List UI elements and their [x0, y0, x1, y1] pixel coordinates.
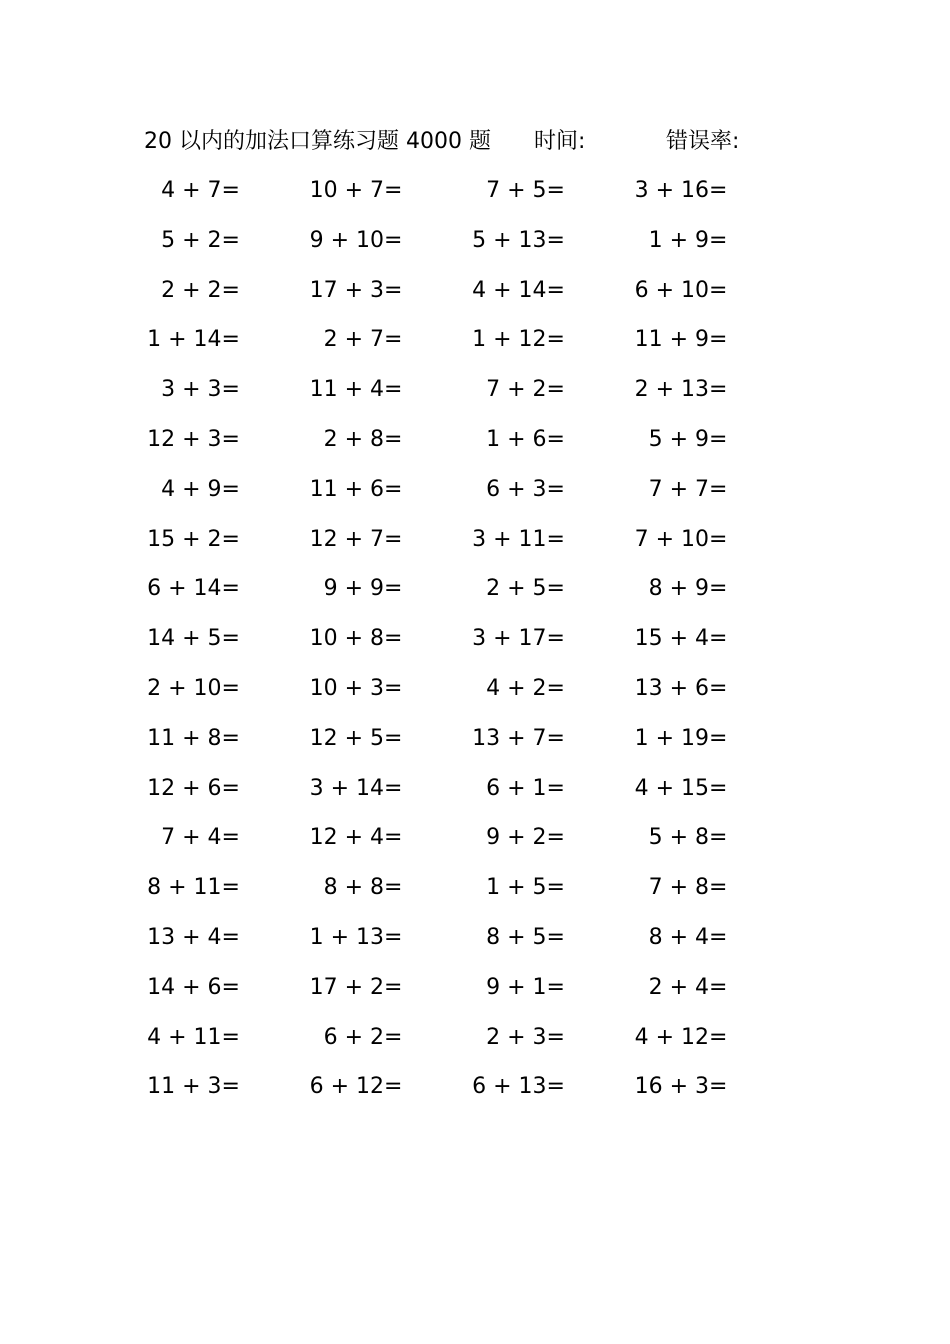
- problem-expression: 8 + 9=: [648, 576, 728, 602]
- problem-cell: [632, 315, 795, 365]
- problem-cell: [632, 216, 795, 266]
- problem-cell: [144, 216, 307, 266]
- problem-expression: 5 + 13=: [472, 227, 565, 253]
- problem-expression: 9 + 10=: [309, 227, 403, 253]
- problem-cell: [469, 315, 632, 365]
- problem-cell: [307, 315, 470, 365]
- problem-expression: 8 + 11=: [147, 875, 240, 901]
- problem-expression: 9 + 2=: [486, 825, 565, 851]
- problem-cell: [469, 1062, 632, 1112]
- error-rate-label: 错误率:: [666, 129, 740, 154]
- problem-expression: 17 + 3=: [309, 277, 403, 303]
- problem-cell: [307, 1062, 470, 1112]
- problem-row: [144, 813, 794, 863]
- problem-row: [144, 913, 794, 963]
- problem-expression: 1 + 6=: [486, 426, 565, 452]
- problem-cell: [144, 515, 307, 565]
- problem-expression: 12 + 7=: [309, 526, 403, 552]
- problem-expression: 12 + 4=: [309, 825, 403, 851]
- problem-expression: 10 + 7=: [309, 178, 403, 203]
- problem-cell: [632, 1062, 795, 1112]
- problem-cell: [632, 1013, 795, 1063]
- problem-cell: [144, 365, 307, 415]
- problem-expression: 6 + 14=: [147, 576, 240, 602]
- problem-row: [144, 614, 794, 664]
- problem-expression: 13 + 7=: [472, 725, 565, 751]
- problem-expression: 11 + 3=: [147, 1074, 240, 1100]
- problem-expression: 7 + 8=: [648, 875, 728, 901]
- problem-cell: [469, 1013, 632, 1063]
- problem-expression: 8 + 8=: [323, 875, 403, 901]
- problem-cell: [307, 764, 470, 814]
- problem-expression: 6 + 1=: [486, 775, 565, 801]
- problem-cell: [144, 913, 307, 963]
- problem-expression: 14 + 6=: [147, 974, 240, 1000]
- problem-row: [144, 1062, 794, 1112]
- problem-expression: 9 + 9=: [323, 576, 403, 602]
- problem-expression: 7 + 4=: [161, 825, 240, 851]
- problem-cell: [144, 963, 307, 1013]
- problem-row: [144, 415, 794, 465]
- problem-cell: [632, 166, 795, 216]
- problem-expression: 8 + 5=: [486, 924, 565, 950]
- problem-expression: 13 + 4=: [147, 924, 240, 950]
- problem-cell: [469, 714, 632, 764]
- problem-expression: 2 + 5=: [486, 576, 565, 602]
- problem-cell: [632, 365, 795, 415]
- problem-cell: [144, 863, 307, 913]
- problem-cell: [307, 863, 470, 913]
- problem-cell: [307, 266, 470, 316]
- problem-expression: 1 + 9=: [648, 227, 728, 253]
- problem-cell: [144, 1013, 307, 1063]
- problem-cell: [632, 714, 795, 764]
- problem-expression: 11 + 4=: [309, 377, 403, 403]
- problem-cell: [307, 913, 470, 963]
- worksheet-title: 20 以内的加法口算练习题 4000 题: [144, 129, 491, 154]
- problem-cell: [632, 863, 795, 913]
- problem-cell: [469, 913, 632, 963]
- problem-expression: 11 + 9=: [634, 327, 728, 353]
- problem-cell: [469, 813, 632, 863]
- problem-expression: 10 + 8=: [309, 626, 403, 652]
- problem-cell: [632, 664, 795, 714]
- problem-cell: [144, 714, 307, 764]
- problem-cell: [307, 714, 470, 764]
- problem-expression: 13 + 6=: [634, 675, 728, 701]
- problem-expression: 4 + 14=: [472, 277, 565, 303]
- problem-expression: 4 + 7=: [161, 178, 240, 203]
- problem-expression: 6 + 13=: [472, 1074, 565, 1100]
- problem-cell: [469, 564, 632, 614]
- problem-expression: 2 + 4=: [648, 974, 728, 1000]
- problem-expression: 2 + 8=: [323, 426, 403, 452]
- problem-cell: [469, 764, 632, 814]
- problem-cell: [144, 315, 307, 365]
- time-label: 时间:: [534, 129, 586, 154]
- problem-row: [144, 166, 794, 216]
- problem-row: [144, 365, 794, 415]
- problem-row: [144, 714, 794, 764]
- problem-row: [144, 863, 794, 913]
- problem-cell: [144, 564, 307, 614]
- problem-cell: [144, 664, 307, 714]
- problem-row: [144, 664, 794, 714]
- problem-expression: 3 + 17=: [472, 626, 565, 652]
- problem-expression: 2 + 13=: [634, 377, 728, 403]
- problem-row: [144, 963, 794, 1013]
- problem-row: [144, 764, 794, 814]
- problem-expression: 6 + 10=: [634, 277, 728, 303]
- problem-expression: 6 + 3=: [486, 476, 565, 502]
- problem-expression: 2 + 7=: [323, 327, 403, 353]
- problem-expression: 4 + 2=: [486, 675, 565, 701]
- problem-expression: 15 + 4=: [634, 626, 728, 652]
- problem-cell: [144, 1062, 307, 1112]
- problem-row: [144, 564, 794, 614]
- problem-expression: 1 + 5=: [486, 875, 565, 901]
- problem-expression: 7 + 5=: [486, 178, 565, 203]
- problem-expression: 8 + 4=: [648, 924, 728, 950]
- problem-cell: [307, 365, 470, 415]
- problem-cell: [144, 813, 307, 863]
- problem-expression: 12 + 6=: [147, 775, 240, 801]
- problem-row: [144, 315, 794, 365]
- problem-grid: [144, 166, 794, 1112]
- problem-cell: [632, 266, 795, 316]
- problem-expression: 12 + 5=: [309, 725, 403, 751]
- problem-cell: [469, 664, 632, 714]
- problem-expression: 2 + 2=: [161, 277, 240, 303]
- problem-row: [144, 515, 794, 565]
- problem-row: [144, 216, 794, 266]
- problem-expression: 16 + 3=: [634, 1074, 728, 1100]
- problem-expression: 14 + 5=: [147, 626, 240, 652]
- problem-cell: [144, 614, 307, 664]
- problem-cell: [144, 764, 307, 814]
- problem-cell: [469, 614, 632, 664]
- problem-cell: [469, 266, 632, 316]
- problem-cell: [469, 465, 632, 515]
- problem-expression: 3 + 16=: [634, 178, 728, 203]
- problem-cell: [469, 166, 632, 216]
- problem-expression: 7 + 10=: [634, 526, 728, 552]
- problem-expression: 4 + 11=: [147, 1024, 240, 1050]
- problem-cell: [144, 166, 307, 216]
- problem-expression: 3 + 11=: [472, 526, 565, 552]
- problem-cell: [469, 863, 632, 913]
- problem-cell: [469, 415, 632, 465]
- problem-cell: [632, 963, 795, 1013]
- problem-expression: 4 + 12=: [634, 1024, 728, 1050]
- problem-cell: [144, 266, 307, 316]
- problem-expression: 11 + 8=: [147, 725, 240, 751]
- problem-cell: [307, 813, 470, 863]
- problem-row: [144, 266, 794, 316]
- problem-cell: [144, 465, 307, 515]
- problem-cell: [632, 614, 795, 664]
- problem-expression: 5 + 9=: [648, 426, 728, 452]
- problem-cell: [307, 415, 470, 465]
- problem-cell: [632, 813, 795, 863]
- problem-cell: [632, 515, 795, 565]
- problem-expression: 4 + 15=: [634, 775, 728, 801]
- problem-expression: 6 + 2=: [323, 1024, 403, 1050]
- problem-expression: 1 + 12=: [472, 327, 565, 353]
- problem-row: [144, 1013, 794, 1063]
- problem-expression: 15 + 2=: [147, 526, 240, 552]
- problem-expression: 9 + 1=: [486, 974, 565, 1000]
- problem-cell: [307, 664, 470, 714]
- problem-cell: [469, 216, 632, 266]
- problem-expression: 5 + 2=: [161, 227, 240, 253]
- problem-cell: [307, 515, 470, 565]
- problem-cell: [307, 1013, 470, 1063]
- problem-cell: [632, 564, 795, 614]
- problem-cell: [632, 913, 795, 963]
- problem-cell: [632, 415, 795, 465]
- problem-expression: 11 + 6=: [309, 476, 403, 502]
- problem-expression: 7 + 2=: [486, 377, 565, 403]
- problem-cell: [307, 564, 470, 614]
- problem-expression: 6 + 12=: [309, 1074, 403, 1100]
- problem-expression: 1 + 14=: [147, 327, 240, 353]
- problem-expression: 7 + 7=: [648, 476, 728, 502]
- problem-cell: [469, 515, 632, 565]
- problem-expression: 3 + 3=: [161, 377, 240, 403]
- problem-row: [144, 465, 794, 515]
- problem-expression: 2 + 3=: [486, 1024, 565, 1050]
- problem-cell: [632, 465, 795, 515]
- problem-cell: [469, 365, 632, 415]
- problem-expression: 12 + 3=: [147, 426, 240, 452]
- problem-cell: [307, 166, 470, 216]
- problem-cell: [144, 415, 307, 465]
- problem-cell: [632, 764, 795, 814]
- problem-expression: 10 + 3=: [309, 675, 403, 701]
- problem-expression: 1 + 19=: [634, 725, 728, 751]
- problem-expression: 2 + 10=: [147, 675, 240, 701]
- problem-cell: [307, 963, 470, 1013]
- problem-cell: [307, 465, 470, 515]
- problem-expression: 1 + 13=: [309, 924, 403, 950]
- problem-expression: 4 + 9=: [161, 476, 240, 502]
- problem-expression: 5 + 8=: [648, 825, 728, 851]
- problem-cell: [469, 963, 632, 1013]
- problem-expression: 17 + 2=: [309, 974, 403, 1000]
- problem-cell: [307, 216, 470, 266]
- problem-cell: [307, 614, 470, 664]
- problem-expression: 3 + 14=: [309, 775, 403, 801]
